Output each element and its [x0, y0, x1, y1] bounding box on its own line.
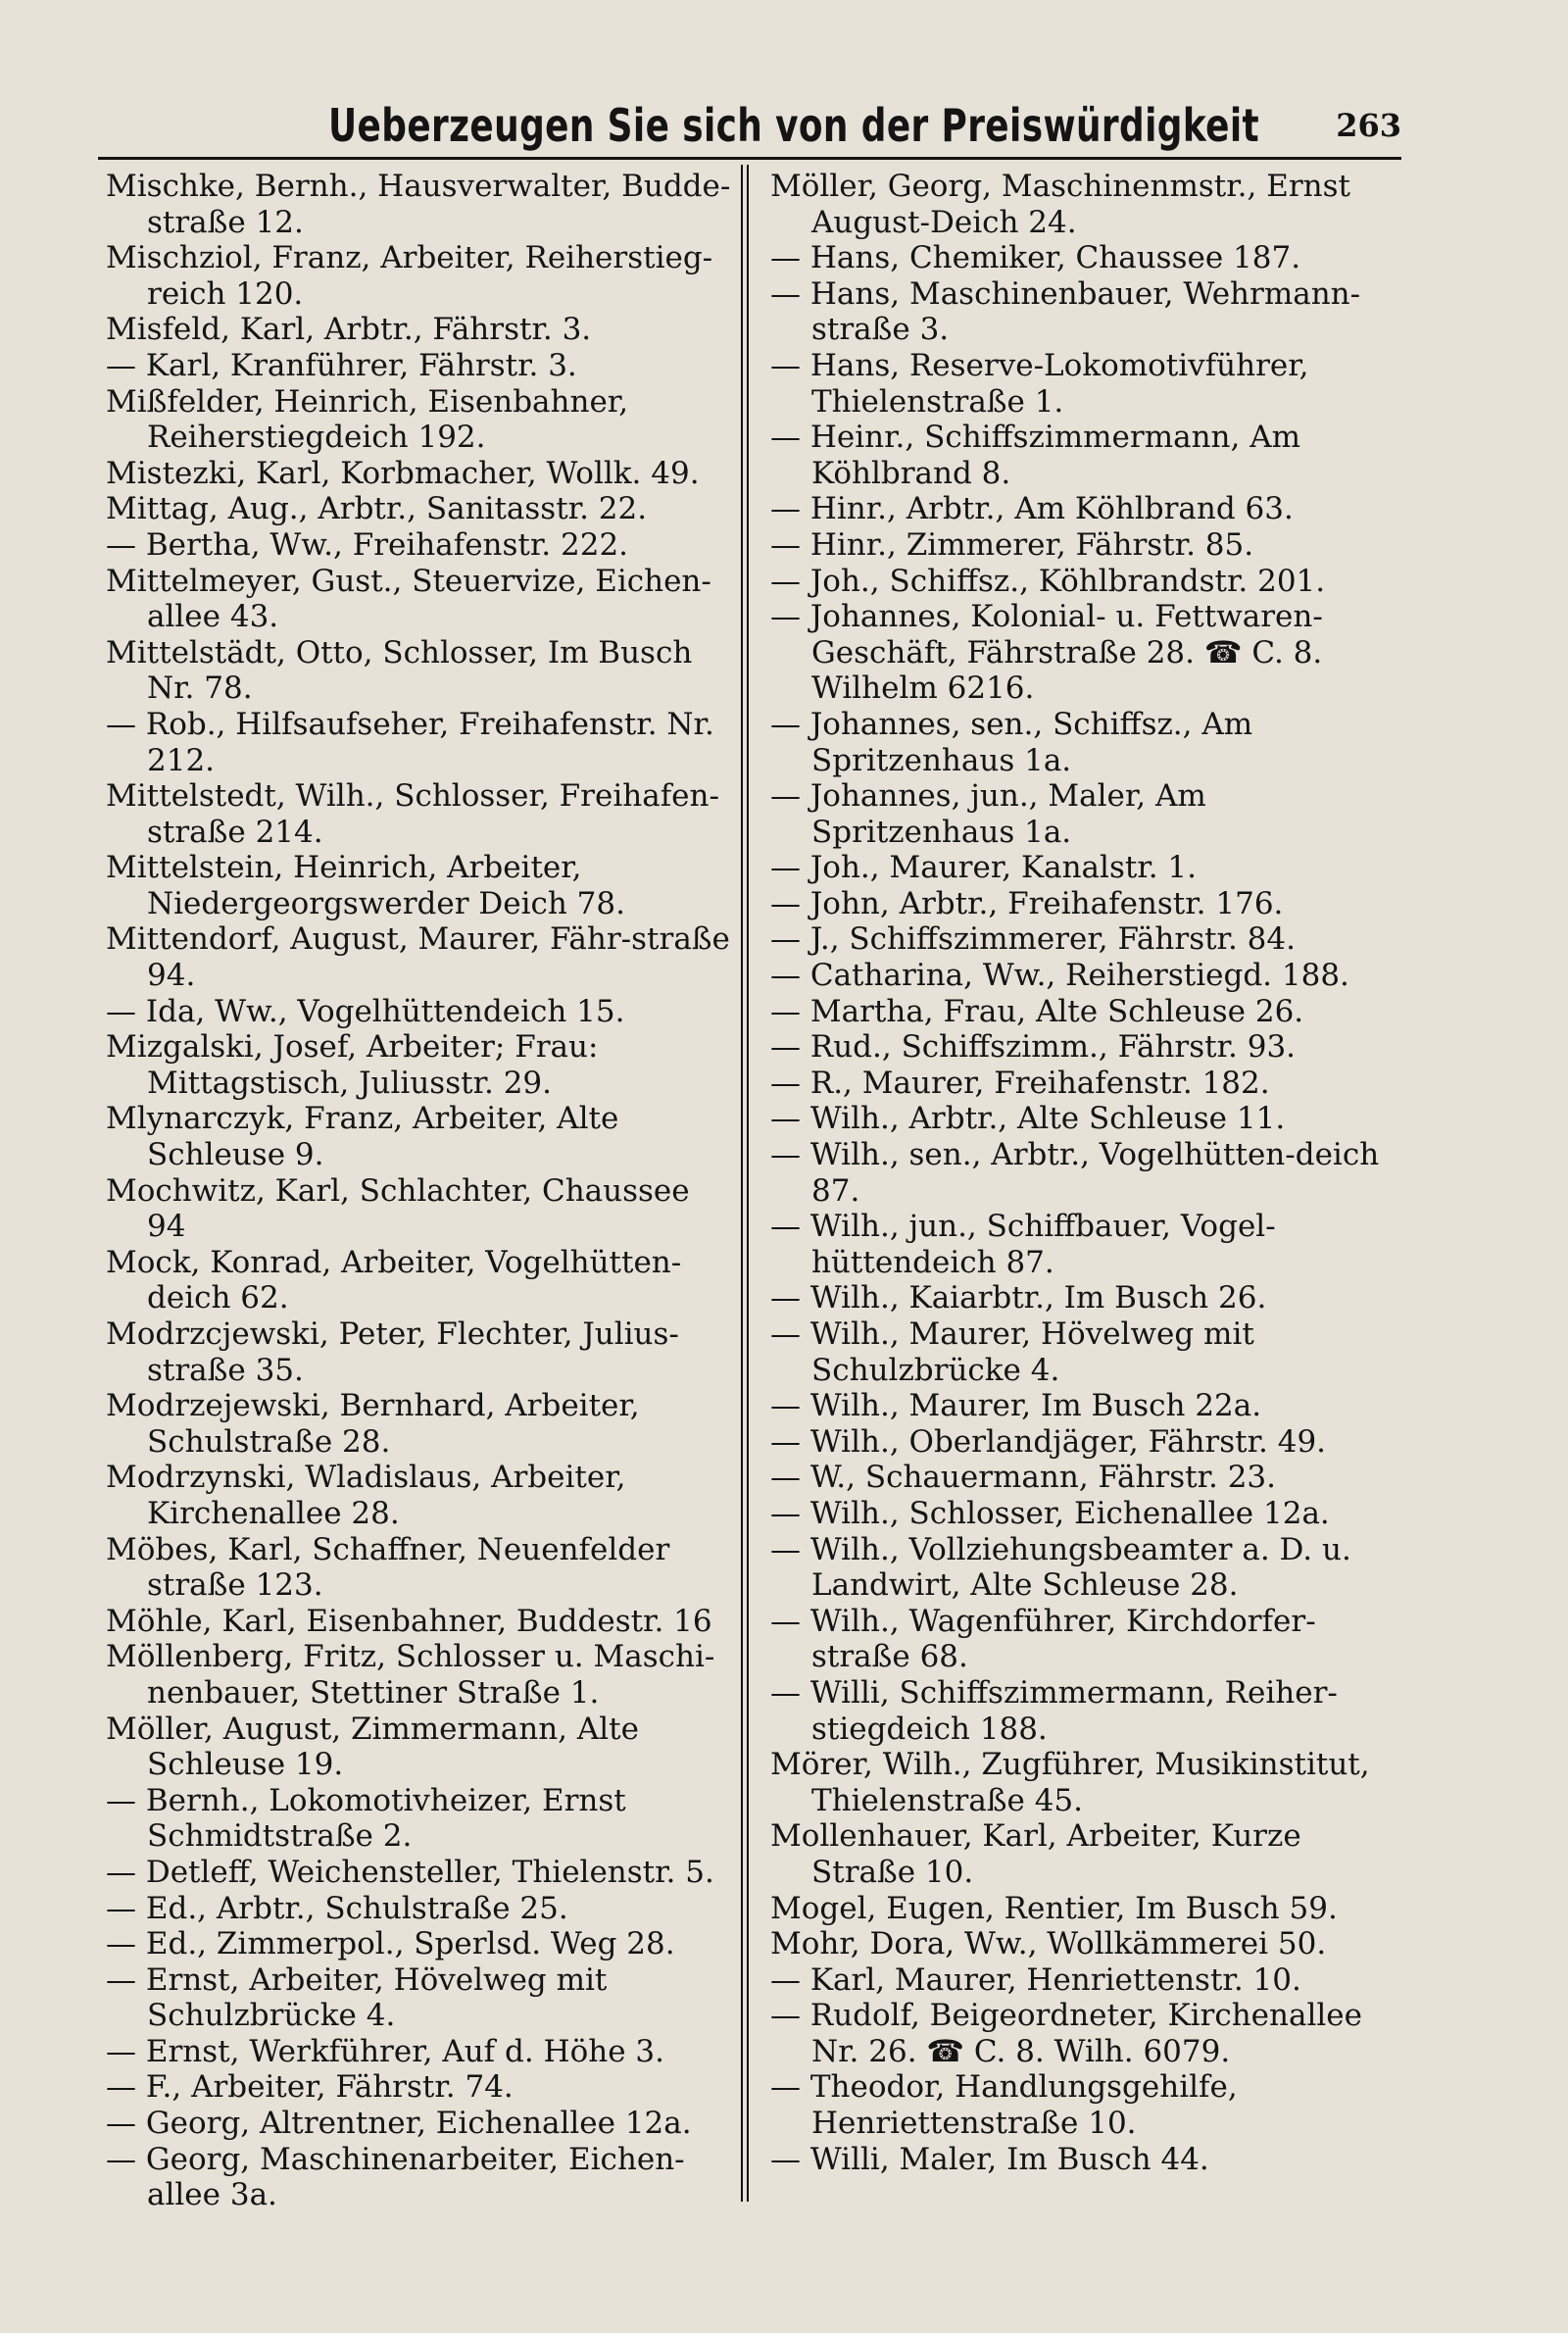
directory-entry: — Wilh., Wagenführer, Kirchdorfer-straße 68. [770, 1603, 1316, 1675]
directory-entry: — Hinr., Zimmerer, Fährstr. 85. [770, 526, 1254, 563]
directory-entry: Mollenhauer, Karl, Arbeiter, Kurze Straße 10. [770, 1818, 1311, 1890]
directory-entry: — Johannes, sen., Schiffsz., Am Spritzenhaus 1a. [770, 706, 1263, 778]
directory-entry: Mlynarczyk, Franz, Arbeiter, Alte Schleuse 9. [106, 1101, 629, 1173]
directory-entry: Möllenberg, Fritz, Schlosser u. Maschi-nenbauer, Stettiner Straße 1. [106, 1639, 715, 1711]
directory-entry: — Catharina, Ww., Reiherstiegd. 188. [770, 958, 1349, 994]
directory-entry: Mittendorf, August, Maurer, Fähr-straße 94. [106, 921, 740, 994]
directory-entry: — J., Schiffszimmerer, Fährstr. 84. [770, 921, 1296, 958]
directory-entry: — Rudolf, Beigeordneter, Kirchenallee Nr. 26. ☎ C. 8. Wilh. 6079. [770, 1998, 1372, 2069]
directory-entry: — Ernst, Werkführer, Auf d. Höhe 3. [106, 2033, 664, 2069]
directory-entry: Mischziol, Franz, Arbeiter, Reiherstieg-reich 120. [106, 240, 713, 312]
directory-entry: — Ed., Zimmerpol., Sperlsd. Weg 28. [106, 1926, 675, 1962]
directory-entry: Mock, Konrad, Arbeiter, Vogelhütten-deich 62. [106, 1244, 682, 1316]
directory-entry: Möhle, Karl, Eisenbahner, Buddestr. 16 [106, 1603, 712, 1639]
directory-entry: — Rud., Schiffszimm., Fährstr. 93. [770, 1029, 1297, 1066]
directory-entry: Mischke, Bernh., Hausverwalter, Budde-straße 12. [106, 169, 731, 240]
directory-entry: — Martha, Frau, Alte Schleuse 26. [770, 993, 1304, 1029]
directory-entry: — Wilh., Maurer, Im Busch 22a. [770, 1388, 1262, 1424]
directory-entry: — Willi, Maler, Im Busch 44. [770, 2141, 1209, 2177]
directory-entry: — Ida, Ww., Vogelhüttendeich 15. [106, 993, 625, 1029]
directory-entry: Mizgalski, Josef, Arbeiter; Frau: Mittagstisch, Juliusstr. 29. [106, 1029, 609, 1101]
column-divider [741, 165, 743, 2202]
directory-entry: Mogel, Eugen, Rentier, Im Busch 59. [770, 1890, 1338, 1926]
page-number: 263 [1336, 107, 1401, 144]
directory-entry: — Joh., Schiffsz., Köhlbrandstr. 201. [770, 563, 1326, 599]
directory-entry: — Rob., Hilfsaufseher, Freihafenstr. Nr. 212. [106, 706, 724, 778]
directory-entry: Möller, August, Zimmermann, Alte Schleuse 19. [106, 1711, 649, 1783]
directory-entry: — Willi, Schiffszimmermann, Reiher-stiegdeich 188. [770, 1674, 1338, 1747]
page-header-title: Ueberzeugen Sie sich von der Preiswürdigkeit [328, 99, 1260, 152]
directory-entry: — Ed., Arbtr., Schulstraße 25. [106, 1890, 568, 1926]
page-header [98, 93, 1401, 162]
directory-entry: — Bernh., Lokomotivheizer, Ernst Schmidtstraße 2. [106, 1782, 636, 1855]
directory-entry: — Bertha, Ww., Freihafenstr. 222. [106, 526, 629, 563]
directory-entry: Misfeld, Karl, Arbtr., Fährstr. 3. [106, 312, 592, 348]
directory-entry: Mohr, Dora, Ww., Wollkämmerei 50. [770, 1926, 1327, 1962]
left-column [106, 169, 740, 2213]
directory-entry: Mißfelder, Heinrich, Eisenbahner, Reiherstiegdeich 192. [106, 383, 638, 456]
column-divider [747, 165, 749, 2202]
directory-entry: Mittelmeyer, Gust., Steuervize, Eichen-allee 43. [106, 563, 711, 635]
directory-entry: — F., Arbeiter, Fährstr. 74. [106, 2069, 514, 2106]
directory-entry: Mittelstädt, Otto, Schlosser, Im Busch Nr. 78. [106, 634, 703, 707]
directory-entry: Mittelstedt, Wilh., Schlosser, Freihafen-straße 214. [106, 778, 719, 850]
directory-entry: Möller, Georg, Maschinenmstr., Ernst August-Deich 24. [770, 169, 1360, 240]
directory-entry: Modrzcjewski, Peter, Flechter, Julius-straße 35. [106, 1316, 679, 1388]
directory-entry: — Wilh., Oberlandjäger, Fährstr. 49. [770, 1423, 1327, 1460]
directory-entry: Mistezki, Karl, Korbmacher, Wollk. 49. [106, 455, 700, 491]
directory-entry: — Hans, Maschinenbauer, Wehrmann-straße 3. [770, 275, 1361, 348]
directory-entry: — Wilh., Vollziehungsbeamter a. D. u. Landwirt, Alte Schleuse 28. [770, 1531, 1361, 1604]
directory-entry: — W., Schauermann, Fährstr. 23. [770, 1460, 1277, 1496]
directory-entry: Mittag, Aug., Arbtr., Sanitasstr. 22. [106, 491, 648, 527]
directory-entry: — Karl, Maurer, Henriettenstr. 10. [770, 1961, 1301, 1998]
directory-entry: — Johannes, Kolonial- u. Fettwaren-Geschäft, Fährstraße 28. ☎ C. 8. Wilhelm 6216. [770, 599, 1333, 707]
directory-entry: — Hans, Chemiker, Chaussee 187. [770, 240, 1301, 276]
directory-entry: Modrzynski, Wladislaus, Arbeiter, Kirchenallee 28. [106, 1460, 636, 1531]
directory-entry: Mittelstein, Heinrich, Arbeiter, Niedergeorgswerder Deich 78. [106, 850, 625, 921]
directory-entry: Modrzejewski, Bernhard, Arbeiter, Schulstraße 28. [106, 1388, 650, 1460]
directory-entry: — Wilh., Schlosser, Eichenallee 12a. [770, 1495, 1330, 1531]
directory-entry: — Theodor, Handlungsgehilfe, Henriettenstraße 10. [770, 2069, 1248, 2142]
header-rule [98, 157, 1401, 160]
directory-entry: — Joh., Maurer, Kanalstr. 1. [770, 850, 1198, 886]
directory-entry: — Wilh., Maurer, Hövelweg mit Schulzbrücke 4. [770, 1316, 1264, 1388]
directory-entry: — Karl, Kranführer, Fährstr. 3. [106, 347, 577, 383]
directory-entry: — Wilh., Arbtr., Alte Schleuse 11. [770, 1101, 1286, 1137]
directory-entry: — Georg, Maschinenarbeiter, Eichen-allee 3a. [106, 2141, 685, 2213]
directory-entry: Mörer, Wilh., Zugführer, Musikinstitut, Thielenstraße 45. [770, 1747, 1380, 1818]
directory-entry: — Johannes, jun., Maler, Am Spritzenhaus 1a. [770, 778, 1216, 850]
right-column [770, 169, 1397, 2177]
directory-entry: — John, Arbtr., Freihafenstr. 176. [770, 885, 1284, 921]
directory-entry: — Wilh., Kaiarbtr., Im Busch 26. [770, 1280, 1267, 1316]
directory-entry: — R., Maurer, Freihafenstr. 182. [770, 1065, 1270, 1101]
directory-entry: — Heinr., Schiffszimmermann, Am Köhlbrand 8. [770, 420, 1310, 491]
directory-entry: — Hinr., Arbtr., Am Köhlbrand 63. [770, 491, 1294, 527]
directory-entry: — Detleff, Weichensteller, Thielenstr. 5. [106, 1854, 714, 1890]
directory-entry: Mochwitz, Karl, Schlachter, Chaussee 94 [106, 1172, 700, 1245]
directory-entry: — Ernst, Arbeiter, Hövelweg mit Schulzbrücke 4. [106, 1961, 617, 2034]
directory-entry: — Hans, Reserve-Lokomotivführer, Thielenstraße 1. [770, 347, 1319, 420]
directory-entry: Möbes, Karl, Schaffner, Neuenfelder straße 123. [106, 1531, 680, 1604]
directory-entry: — Georg, Altrentner, Eichenallee 12a. [106, 2106, 692, 2142]
directory-entry: — Wilh., sen., Arbtr., Vogelhütten-deich 87. [770, 1137, 1390, 1209]
directory-entry: — Wilh., jun., Schiffbauer, Vogel-hüttendeich 87. [770, 1209, 1276, 1280]
